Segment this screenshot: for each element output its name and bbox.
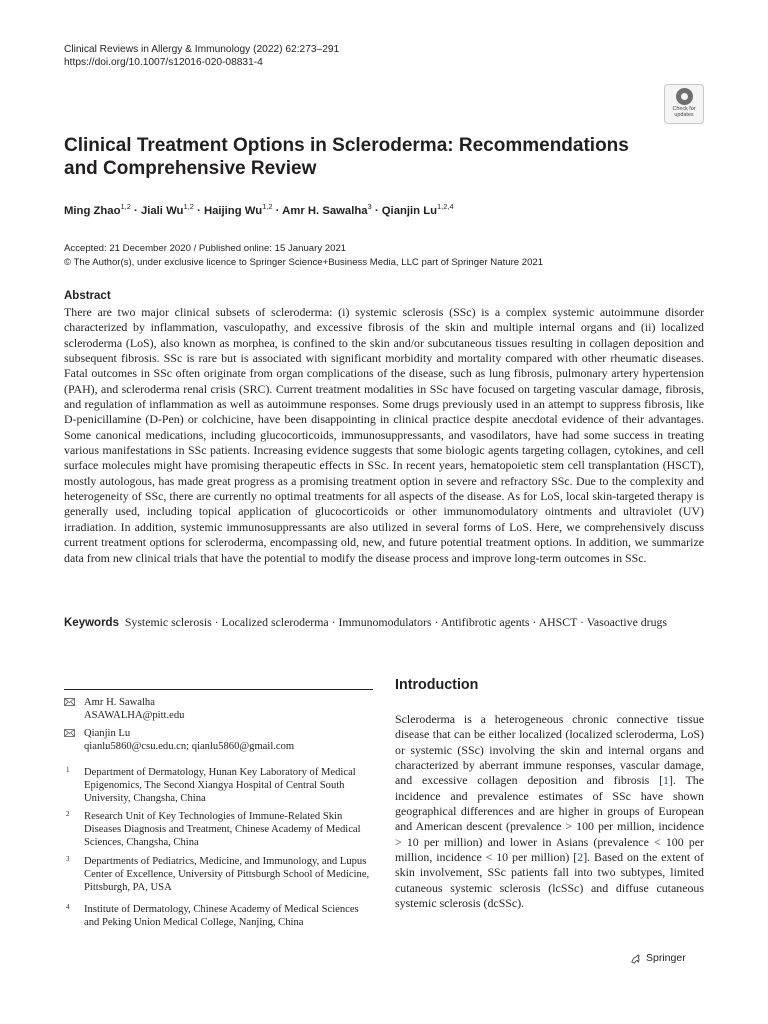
intro-segment: Scleroderma is a heterogeneous chronic connective tissue disease that can be either localized (localized scleroderma, LoS) or systemic (SSc) involving the skin and internal organs and characterized by aberrant immune responses, vascular damage, and excessive collagen deposition and fibrosis [ (395, 712, 704, 788)
intro-segment: ]. The incidence and prevalence estimates of SSc have shown geographical differences and are higher in groups of European and American descent (prevalence > 100 per million, incidence > 10 per million) and lower in Asians (prevalence < 100 per million, incidence < 10 per million) [ (395, 773, 704, 865)
keywords-label: Keywords (64, 617, 119, 629)
author-affiliation: 3 (367, 202, 372, 211)
affiliation-1 (64, 767, 374, 805)
author-name[interactable]: Amr H. Sawalha (282, 204, 368, 217)
author-name[interactable]: Jiali Wu (140, 204, 184, 217)
citation-link[interactable]: 1 (663, 773, 669, 788)
author-affiliation: 1,2 (183, 202, 194, 211)
affiliation-text: Departments of Pediatrics, Medicine, and Immunology, and Lupus Center of Excellence, University of Pittsburgh School of Medicine, Pittsburgh, PA, USA (84, 856, 370, 893)
correspondence-name: Amr H. Sawalha (84, 697, 155, 708)
copyright-line: © The Author(s), under exclusive licence to Springer Science+Business Media, LLC part of Springer Nature 2021 (64, 256, 544, 268)
author-name[interactable]: Haijing Wu (203, 204, 263, 217)
publisher-name: Springer (646, 952, 686, 964)
author-name[interactable]: Ming Zhao (64, 204, 121, 217)
author-name[interactable]: Qianjin Lu (381, 204, 437, 217)
author-affiliation: 1,2,4 (437, 202, 454, 211)
springer-horse-icon (630, 953, 641, 964)
author-affiliation: 1,2 (262, 202, 273, 211)
article-title: Clinical Treatment Options in Scleroderma: Recommendations and Comprehensive Review (64, 135, 629, 179)
publisher-footer (630, 952, 686, 964)
footnote-divider (64, 689, 373, 690)
affiliation-text: Department of Dermatology, Hunan Key Laboratory of Medical Epigenomics, The Second Xiangya Hospital of Central South University, Changsha, China (84, 767, 356, 804)
introduction-heading: Introduction (395, 677, 479, 693)
journal-citation: Clinical Reviews in Allergy & Immunology (2022) 62:273–291 (64, 44, 340, 55)
author-affiliation: 1,2 (120, 202, 131, 211)
correspondence-name: Qianjin Lu (84, 728, 131, 739)
affiliation-number: 2 (66, 810, 70, 818)
correspondence-email[interactable]: qianlu5860@csu.edu.cn; qianlu5860@gmail.com (84, 740, 295, 752)
affiliation-2 (64, 811, 374, 849)
author-list: Ming Zhao$^{1,2}$ · Jiali Wu$^{1,2}$ · Haijing Wu$^{1,2}$ · Amr H. Sawalha$^3$ · Qianjin Lu$^{1,2,4}$ (64, 202, 454, 217)
envelope-icon (64, 698, 75, 706)
affiliation-number: 4 (66, 903, 70, 911)
affiliation-3 (64, 856, 374, 894)
abstract-text: There are two major clinical subsets of scleroderma: (i) systemic sclerosis (SSc) is a complex systemic autoimmune disorder characterized by inflammation, vasculopathy, and excessive fibrosis of the skin and multiple internal organs and (ii) localized scleroderma (LoS), also known as morphea, is confined to the skin and/or subcutaneous tissues resulting in collagen deposition and subsequent fibrosis. SSc is rare but is associated with significant morbidity and mortality compared with other rheumatic diseases. Fatal outcomes in SSc often originate from organ complications of the disease, such as lung fibrosis, pulmonary artery hypertension (PAH), and scleroderma renal crisis (SRC). Current treatment modalities in SSc have focused on targeting vascular damage, fibrosis, and regulation of inflammation as well as autoimmune responses. Some drugs previously used in an attempt to suppress fibrosis, like D-penicillamine (D-Pen) or colchicine, have been disappointing in clinical practice despite anecdotal evidence of their advantages. Some canonical medications, including glucocorticoids, immunosuppressants, and vasodilators, have had some success in treating various manifestations in SSc patients. Increasing evidence suggests that some biologic agents targeting collagen, cytokines, and cell surface molecules might have promising therapeutic effects in SSc. In recent years, hematopoietic stem cell transplantation (HSCT), mostly autologous, has made great progress as a promising treatment option in severe and refractory SSc. Due to the complexity and heterogeneity of SSc, there are currently no optimal treatments for all aspects of the disease. As for LoS, local skin-targeted therapy is generally used, including topical application of glucocorticoids or other immunomodulatory ointments and ultraviolet (UV) irradiation. In addition, systemic immunosuppressants are also utilized in several forms of LoS. Here, we comprehensively discuss current treatment options for scleroderma, encompassing old, new, and future potential treatment options. In addition, we summarize data from new clinical trials that have the potential to modify the disease process and improve long-term outcomes in SSc. (64, 305, 704, 565)
introduction-text (395, 712, 704, 911)
affiliation-text: Research Unit of Key Technologies of Immune-Related Skin Diseases Diagnosis and Treatment, Chinese Academy of Medical Sciences, Changsha, China (84, 811, 361, 848)
citation-link[interactable]: 2 (577, 850, 584, 865)
journal-header (64, 43, 339, 69)
intro-segment: ]. Based on the extent of skin involvement, SSc patients fall into two subtypes, limited cutaneous systemic sclerosis (lcSSc) and diffuse cutaneous systemic sclerosis (dcSSc). (395, 850, 704, 911)
correspondence-2 (64, 728, 374, 753)
affiliation-number: 3 (66, 855, 70, 863)
correspondence-1 (64, 697, 374, 722)
keywords-text: Systemic sclerosis · Localized scleroderma · Immunomodulators · Antifibrotic agents · AHSCT · Vasoactive drugs (124, 615, 667, 629)
doi-link[interactable]: https://doi.org/10.1007/s12016-020-08831-4 (64, 57, 263, 68)
envelope-icon (64, 729, 75, 737)
keywords (64, 614, 704, 631)
abstract-heading: Abstract (64, 290, 111, 302)
accepted-published: Accepted: 21 December 2020 / Published online: 15 January 2021 (64, 243, 347, 254)
badge-line1: Check for (672, 106, 696, 112)
affiliation-number: 1 (66, 766, 70, 774)
publication-dates (64, 242, 543, 269)
affiliation-4 (64, 904, 374, 930)
check-for-updates-badge[interactable] (664, 84, 704, 124)
badge-line2: updates (674, 112, 694, 118)
affiliation-text: Institute of Dermatology, Chinese Academy of Medical Sciences and Peking Union Medical College, Nanjing, China (84, 904, 359, 928)
correspondence-email[interactable]: ASAWALHA@pitt.edu (84, 709, 185, 721)
check-updates-icon (676, 88, 693, 105)
